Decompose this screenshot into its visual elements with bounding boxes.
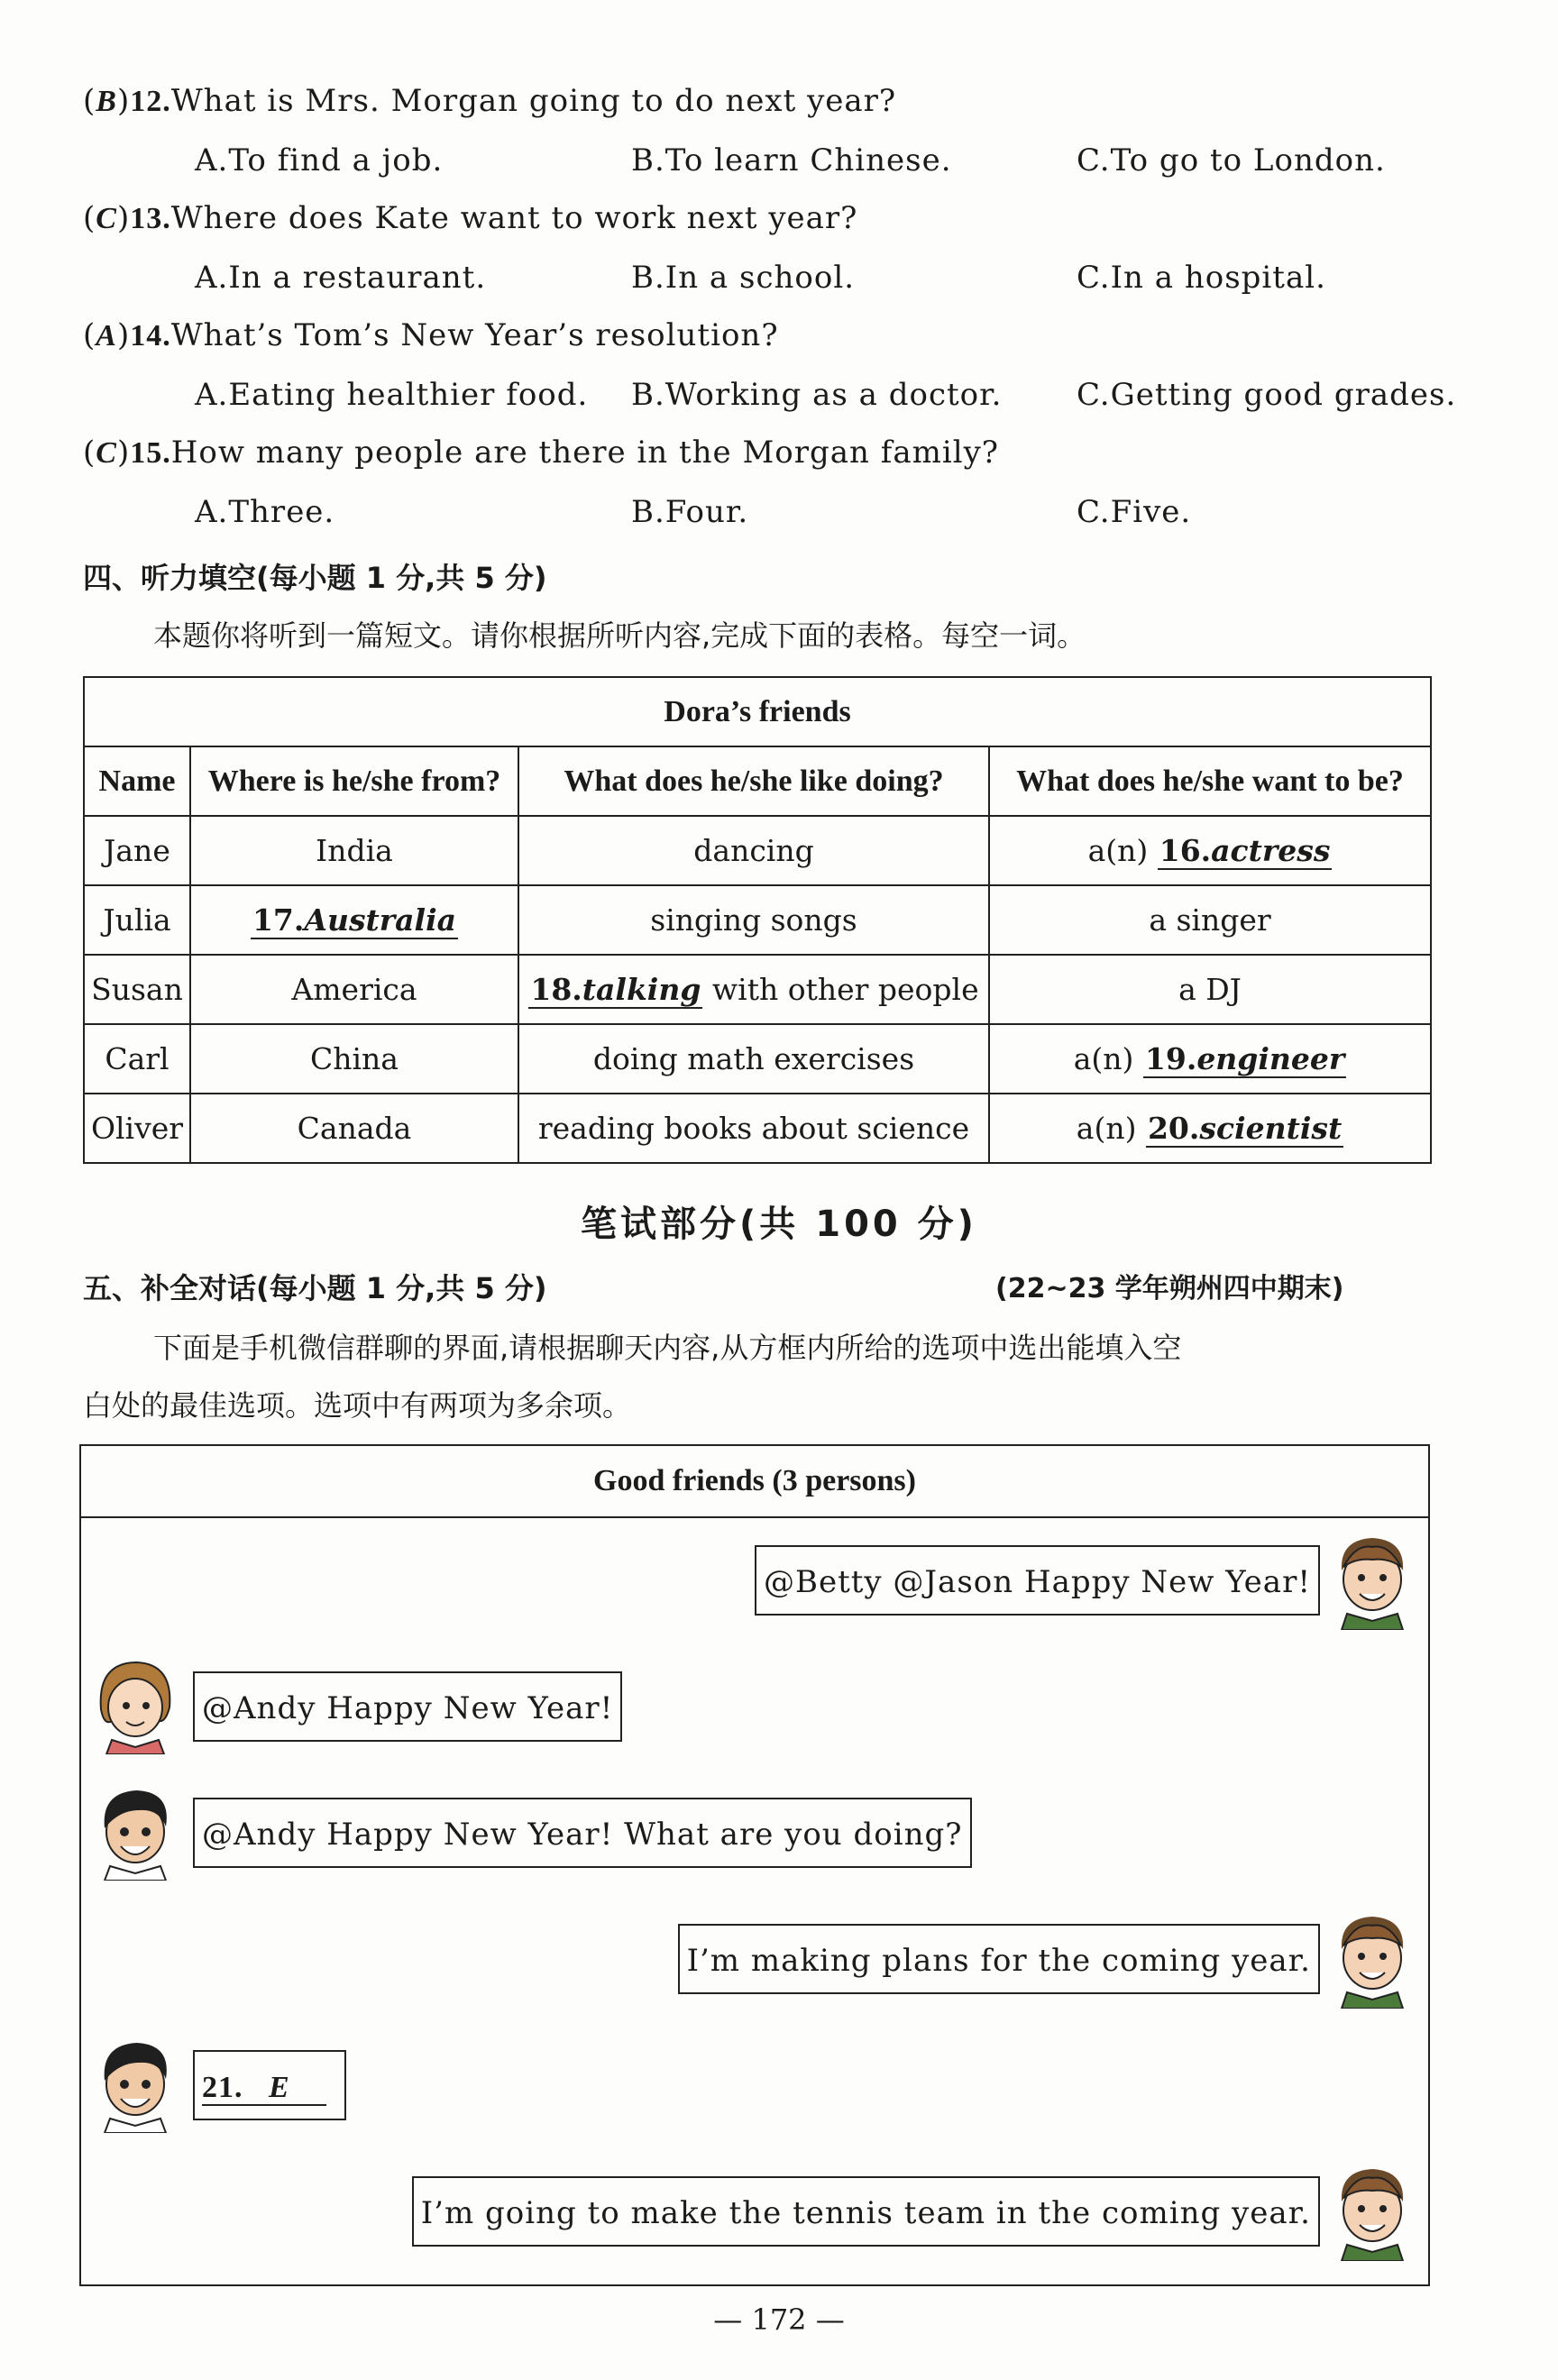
header-from: Where is he/she from?	[190, 746, 518, 816]
table-row	[84, 816, 1431, 885]
fill-blank-16: 16.actress	[1159, 833, 1331, 868]
boy-avatar-icon	[1329, 1909, 1416, 2009]
question-14: (A)14.What’s Tom’s New Year’s resolution?	[83, 317, 779, 353]
question-number: 14.	[130, 319, 171, 352]
cell-like: doing math exercises	[518, 1024, 989, 1094]
section5-instruction-1: 下面是手机微信群聊的界面,请根据聊天内容,从方框内所给的选项中选出能填入空	[153, 1331, 1182, 1365]
table-row	[84, 955, 1431, 1024]
option-c: C.In a hospital.	[1077, 260, 1326, 296]
table-row	[84, 885, 1431, 955]
chat-message-andy-2: I’m making plans for the coming year.	[678, 1924, 1320, 1994]
question-15: (C)15.How many people are there in the Morgan family?	[83, 435, 1000, 471]
question-text: How many people are there in the Morgan family?	[170, 435, 1000, 471]
question-12: (B)12.What is Mrs. Morgan going to do next year?	[83, 83, 897, 119]
boy-avatar-icon	[1329, 2162, 1416, 2261]
section5-instruction-2: 白处的最佳选项。选项中有两项为多余项。	[83, 1388, 632, 1423]
question-text: Where does Kate want to work next year?	[170, 200, 858, 236]
cell-want: a singer	[989, 885, 1431, 955]
cell-from: China	[190, 1024, 518, 1094]
chat-message-betty: @Andy Happy New Year!	[193, 1671, 622, 1742]
header-like: What does he/she like doing?	[518, 746, 989, 816]
fill-blank-20: 20.scientist	[1147, 1111, 1343, 1146]
cell-from	[190, 885, 518, 955]
table-title: Dora’s friends	[84, 677, 1431, 746]
chat-message-jason: @Andy Happy New Year! What are you doing?	[193, 1798, 972, 1868]
cell-name: Susan	[84, 955, 190, 1024]
cell-want: a(n) 20.scientist	[989, 1094, 1431, 1163]
cell-want: a(n) 19.engineer	[989, 1024, 1431, 1094]
cell-like: reading books about science	[518, 1094, 989, 1163]
question-number: 15.	[130, 436, 171, 470]
section4-title: 四、听力填空(每小题 1 分,共 5 分)	[83, 561, 547, 595]
cell-name: Oliver	[84, 1094, 190, 1163]
header-name: Name	[84, 746, 190, 816]
fill-blank-21: 21. E	[202, 2071, 326, 2106]
girl-avatar-icon	[92, 1655, 179, 1754]
cell-name: Carl	[84, 1024, 190, 1094]
boy-dark-hair-avatar-icon	[92, 1781, 179, 1881]
table-row	[84, 1024, 1431, 1094]
option-b: B.In a school.	[631, 260, 856, 296]
question-text: What’s Tom’s New Year’s resolution?	[170, 317, 779, 353]
chat-window	[79, 1444, 1430, 2286]
section4-instruction: 本题你将听到一篇短文。请你根据所听内容,完成下面的表格。每空一词。	[153, 618, 1086, 653]
chat-message-blank-21	[193, 2050, 346, 2120]
option-a: A.To find a job.	[195, 142, 444, 178]
chat-message-andy-3: I’m going to make the tennis team in the coming year.	[412, 2176, 1320, 2247]
option-b: B.Four.	[631, 494, 749, 530]
boy-avatar-icon	[1329, 1531, 1416, 1630]
option-c: C.Five.	[1077, 494, 1192, 530]
cell-from: Canada	[190, 1094, 518, 1163]
cell-like: dancing	[518, 816, 989, 885]
header-want: What does he/she want to be?	[989, 746, 1431, 816]
option-c: C.Getting good grades.	[1077, 377, 1457, 413]
question-text: What is Mrs. Morgan going to do next year?	[170, 83, 897, 119]
cell-name: Jane	[84, 816, 190, 885]
chat-header: Good friends (3 persons)	[81, 1446, 1428, 1518]
written-part-title: 笔试部分(共 100 分)	[581, 1204, 977, 1245]
cell-like: 18.talking with other people	[518, 955, 989, 1024]
cell-from: America	[190, 955, 518, 1024]
cell-name: Julia	[84, 885, 190, 955]
dora-friends-table	[83, 676, 1432, 1164]
question-number: 13.	[130, 202, 171, 235]
chat-message-andy: @Betty @Jason Happy New Year!	[755, 1545, 1320, 1616]
option-b: B.To learn Chinese.	[631, 142, 952, 178]
option-a: A.Eating healthier food.	[195, 377, 589, 413]
page-number: — 172 —	[713, 2302, 845, 2337]
answer-12: B	[96, 85, 117, 118]
option-b: B.Working as a doctor.	[631, 377, 1003, 413]
option-a: A.In a restaurant.	[195, 260, 487, 296]
section5-title: 五、补全对话(每小题 1 分,共 5 分)	[83, 1271, 547, 1305]
option-c: C.To go to London.	[1077, 142, 1386, 178]
option-a: A.Three.	[195, 494, 335, 530]
fill-blank-17: 17.Australia	[252, 902, 457, 938]
fill-blank-19: 19.engineer	[1144, 1041, 1345, 1076]
answer-15: C	[96, 436, 117, 470]
cell-like: singing songs	[518, 885, 989, 955]
answer-13: C	[96, 202, 117, 235]
cell-want: a(n) 16.actress	[989, 816, 1431, 885]
question-13: (C)13.Where does Kate want to work next year?	[83, 200, 858, 236]
cell-want: a DJ	[989, 955, 1431, 1024]
fill-blank-18: 18.talking	[530, 972, 701, 1007]
answer-14: A	[96, 319, 117, 352]
boy-dark-hair-avatar-icon	[92, 2034, 179, 2133]
question-number: 12.	[130, 85, 171, 118]
table-row	[84, 1094, 1431, 1163]
cell-from: India	[190, 816, 518, 885]
section5-source: (22~23 学年朔州四中期末)	[995, 1273, 1344, 1304]
